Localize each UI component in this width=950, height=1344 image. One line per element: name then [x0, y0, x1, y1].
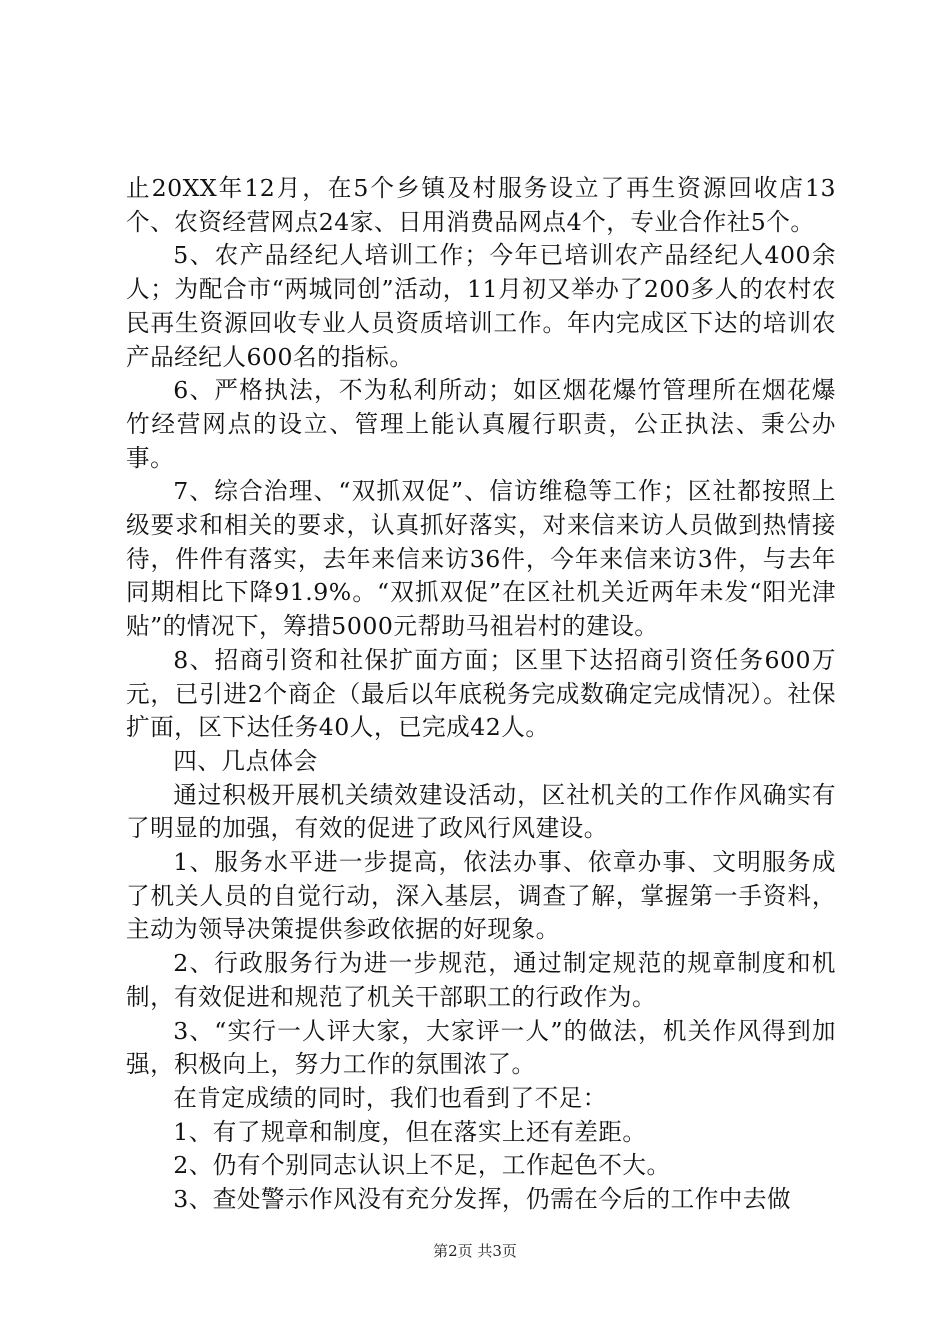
paragraph: 在肯定成绩的同时，我们也看到了不足： — [173, 1083, 607, 1112]
paragraph: 1、有了规章和制度，但在落实上还有差距。 — [173, 1117, 647, 1146]
paragraph: 6、严格执法，不为私利所动；如区烟花爆竹管理所在烟花爆竹经营网点的设立、管理上能认真履行职责，公正执法、秉公办事。 — [126, 376, 836, 472]
paragraph: 3、查处警示作风没有充分发挥，仍需在今后的工作中去做 — [173, 1185, 792, 1214]
document-body — [126, 172, 836, 1217]
section-heading: 四、几点体会 — [173, 746, 318, 775]
paragraph: 7、综合治理、“双抓双促”、信访维稳等工作；区社都按照上级要求和相关的要求，认真抓好落实，对来信来访人员做到热情接待，件件有落实，去年来信来访36件，今年来信来访3件，与去年同期相比下降91.9%。“双抓双促”在区社机关近两年未发“阳光津贴”的情况下，筹措5000元帮助马祖岩村的建设。 — [126, 477, 836, 641]
paragraph: 1、服务水平进一步提高，依法办事、依章办事、文明服务成了机关人员的自觉行动，深入基层，调查了解，掌握第一手资料，主动为领导决策提供参政依据的好现象。 — [126, 848, 836, 944]
paragraph: 8、招商引资和社保扩面方面；区里下达招商引资任务600万元，已引进2个商企（最后以年底税务完成数确定完成情况）。社保扩面，区下达任务40人，已完成42人。 — [126, 645, 836, 742]
paragraph: 2、仍有个别同志认识上不足，工作起色不大。 — [173, 1151, 671, 1180]
paragraph: 5、农产品经纪人培训工作；今年已培训农产品经纪人400余人；为配合市“两城同创”活动，11月初又举办了200多人的农村农民再生资源回收专业人员资质培训工作。年内完成区下达的培训农产品经纪人600名的指标。 — [126, 241, 836, 371]
page-footer: 第2页 共3页 — [433, 1242, 517, 1260]
paragraph: 3、“实行一人评大家，大家评一人”的做法，机关作风得到加强，积极向上，努力工作的氛围浓了。 — [126, 1016, 836, 1079]
paragraph: 通过积极开展机关绩效建设活动，区社机关的工作作风确实有了明显的加强，有效的促进了政风行风建设。 — [126, 780, 836, 843]
paragraph: 2、行政服务行为进一步规范，通过制定规范的规章制度和机制，有效促进和规范了机关干部职工的行政作为。 — [126, 949, 836, 1011]
paragraph: 止20XX年12月，在5个乡镇及村服务设立了再生资源回收店13个、农资经营网点24家、日用消费品网点4个，专业合作社5个。 — [126, 174, 836, 236]
